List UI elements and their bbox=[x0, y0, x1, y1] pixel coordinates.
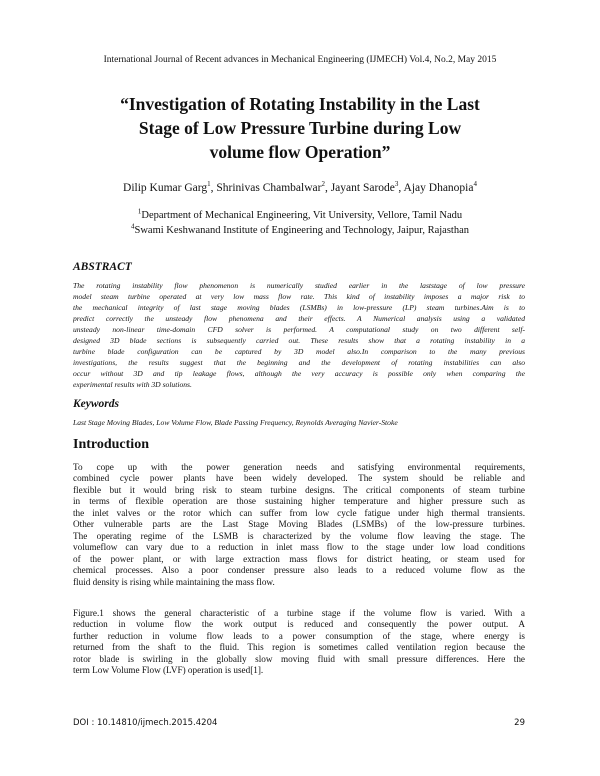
abstract-line: investigations, the results suggest that the beginning and the development of rotating instabilities can also bbox=[73, 358, 525, 367]
abstract-line: The rotating instability flow phenomenon is numerically studied earlier in the laststage of low pressure bbox=[73, 281, 525, 290]
author-name: Dilip Kumar Garg bbox=[123, 182, 208, 194]
abstract-heading: ABSTRACT bbox=[73, 261, 132, 273]
body-line: rotor blade is swirling in the globally slow moving fluid with small pressure differences. Here the bbox=[73, 653, 525, 664]
author-name: Ajay Dhanopia bbox=[403, 182, 474, 194]
author-separator: , bbox=[210, 182, 217, 194]
keywords-text: Last Stage Moving Blades, Low Volume Flow, Blade Passing Frequency, Reynolds Averaging Navier-Stoke bbox=[73, 418, 398, 427]
body-line: the inlet valves or the rotor which can suffer from low cycle fatigue under high thermal transients. bbox=[73, 507, 525, 518]
title-line: “Investigation of Rotating Instability in the Last bbox=[120, 94, 480, 114]
body-line: Other vulnerable parts are the Last Stage Moving Blades (LSMBs) of the low-pressure turbines. bbox=[73, 519, 525, 530]
affiliation-text: Department of Mechanical Engineering, Vit University, Vellore, Tamil Nadu bbox=[141, 210, 463, 221]
affiliation bbox=[60, 224, 540, 239]
abstract-line: turbine blade configuration can be captured by 3D model also.In comparison to the many previous bbox=[73, 347, 525, 356]
body-line: volumeflow can vary due to a reduction in inlet mass flow to the stage under low load conditions bbox=[73, 542, 525, 553]
introduction-heading: Introduction bbox=[73, 437, 149, 452]
introduction-paragraph-1 bbox=[73, 462, 525, 588]
author-affiliation-mark: 3 bbox=[394, 180, 399, 189]
body-line: flexible but it would bring risk to steam turbine designs. The critical components of steam turbine bbox=[73, 484, 525, 495]
author-name: Shrinivas Chambalwar bbox=[216, 182, 322, 194]
abstract-line: designed 3D blade sections is subsequently carried out. These results show that a rotating instability in a bbox=[73, 336, 525, 345]
abstract-line: the mechanical integrity of last stage moving blades (LSMBs) in low-pressure (LP) steam turbines.Aim is to bbox=[73, 303, 525, 312]
body-line: Figure.1 shows the general characteristic of a turbine stage if the volume flow is varied. With a bbox=[73, 608, 525, 618]
affiliation-list bbox=[60, 209, 540, 238]
body-line: further reduction in volume flow leads to a power consumption of the stage, where energy is bbox=[73, 630, 525, 641]
body-line: To cope up with the power generation needs and satisfying environmental requirements, bbox=[73, 462, 525, 472]
abstract-line: model steam turbine operated at very low mass flow rate. This kind of instability imposes a major risk to bbox=[73, 292, 525, 301]
abstract-line: experimental results with 3D solutions. bbox=[73, 380, 192, 389]
author-affiliation-mark: 4 bbox=[473, 180, 477, 189]
affiliation-number: 4 bbox=[131, 222, 135, 230]
author-affiliation-mark: 2 bbox=[321, 180, 325, 189]
journal-header: International Journal of Recent advances in Mechanical Engineering (IJMECH) Vol.4, No.2, May 2015 bbox=[103, 55, 497, 65]
footer-page-number: 29 bbox=[514, 718, 525, 728]
author-affiliation-mark: 1 bbox=[207, 180, 211, 189]
body-line: of the power plant, or with large extraction mass flows for district heating, or steam used for bbox=[73, 553, 525, 564]
abstract-line: occur without 3D and tip leakage flows, although the very accuracy is possible only when comparing the bbox=[73, 369, 525, 378]
author-list bbox=[60, 182, 540, 194]
abstract-line: predict correctly the unsteady flow phenomena and their effects. A Numerical analysis using a validated bbox=[73, 314, 525, 323]
body-line: in terms of flexible operation are those sustaining higher temperature and higher pressure such as bbox=[73, 496, 525, 507]
affiliation-text: Swami Keshwanand Institute of Engineering and Technology, Jaipur, Rajasthan bbox=[134, 224, 469, 236]
paper-title bbox=[70, 92, 530, 164]
title-line: volume flow Operation” bbox=[209, 142, 391, 162]
abstract-body bbox=[73, 280, 525, 390]
author-name: Jayant Sarode bbox=[330, 182, 395, 194]
body-line: reduction in volume flow the work output is reduced and consequently the power output. A bbox=[73, 619, 525, 630]
body-line: The operating regime of the LSMB is characterized by the volume flow leaving the stage. The bbox=[73, 530, 525, 541]
body-line: combined cycle power plants have been widely developed. The system should be reliable and bbox=[73, 473, 525, 484]
keywords-heading: Keywords bbox=[73, 398, 119, 410]
body-line: fluid density is rising while maintaining the mass flow. bbox=[73, 576, 275, 587]
body-line: chemical processes. Also a poor condenser pressure also leads to a reduced volume flow as the bbox=[73, 565, 525, 576]
author-separator: , bbox=[324, 182, 331, 194]
author-separator: , bbox=[398, 182, 404, 194]
introduction-paragraph-2 bbox=[73, 608, 525, 677]
body-line: term Low Volume Flow (LVF) operation is used[1]. bbox=[73, 665, 264, 676]
abstract-line: unsteady non-linear time-domain CFD solver is performed. A computational study on two different self- bbox=[73, 325, 525, 334]
footer-doi: DOI : 10.14810/ijmech.2015.4204 bbox=[73, 718, 218, 728]
title-line: Stage of Low Pressure Turbine during Low bbox=[138, 118, 462, 138]
body-line: returned from the shaft to the fluid. This region is sometimes called ventilation region because the bbox=[73, 642, 525, 653]
affiliation-number: 1 bbox=[137, 207, 142, 216]
